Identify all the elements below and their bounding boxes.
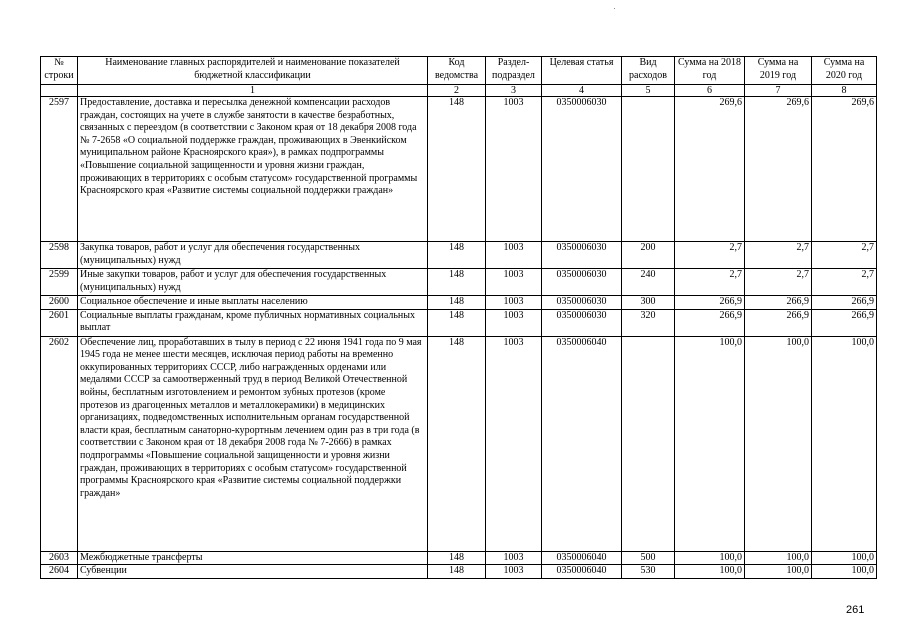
- row-sum-2019: 269,6: [745, 97, 812, 242]
- row-dept-code: 148: [428, 336, 486, 551]
- row-expense-type: 200: [622, 242, 675, 269]
- row-sum-2018: 269,6: [675, 97, 745, 242]
- row-sum-2020: 2,7: [812, 242, 877, 269]
- row-sum-2020: 100,0: [812, 336, 877, 551]
- column-number: 5: [622, 85, 675, 97]
- table-row: [41, 565, 877, 579]
- row-expense-type: 300: [622, 296, 675, 310]
- row-sum-2019: 266,9: [745, 296, 812, 310]
- row-sum-2018: 100,0: [675, 565, 745, 579]
- header-type: Вид расходов: [622, 57, 675, 85]
- header-row-no: № строки: [41, 57, 78, 85]
- row-target: 0350006040: [542, 336, 622, 551]
- column-number: 1: [78, 85, 428, 97]
- row-description: Субвенции: [78, 565, 428, 579]
- row-section: 1003: [486, 296, 542, 310]
- header-dept: Код ведомства: [428, 57, 486, 85]
- row-dept-code: 148: [428, 242, 486, 269]
- column-number: 4: [542, 85, 622, 97]
- row-sum-2020: 100,0: [812, 565, 877, 579]
- row-description: Обеспечение лиц, проработавших в тылу в период с 22 июня 1941 года по 9 мая 1945 года не менее шести месяцев, исключая период работы на временно оккупированных территориях СССР, либо награжденных орденами или медалями СССР за самоотверженный труд в период Великой Отечественной войны, бесплатным изготовлением и ремонтом зубных протезов (кроме протезов из драгоценных металлов и металлокерамики) в медицинских организациях, подведомственных исполнительным органам государственной власти края, бесплатным санаторно-курортным лечением один раз в три года (в соответствии с Законом края от 18 декабря 2008 года № 7-2666) в рамках подпрограммы «Повышение социальной защищенности и уровня жизни граждан, проживающих в территориях с особым статусом» государственной программы Красноярского края «Развитие системы социальной поддержки граждан»: [78, 336, 428, 551]
- row-expense-type: [622, 97, 675, 242]
- row-section: 1003: [486, 336, 542, 551]
- row-dept-code: 148: [428, 565, 486, 579]
- row-section: 1003: [486, 551, 542, 565]
- row-number: 2598: [41, 242, 78, 269]
- row-description: Межбюджетные трансферты: [78, 551, 428, 565]
- row-dept-code: 148: [428, 97, 486, 242]
- row-number: 2603: [41, 551, 78, 565]
- row-target: 0350006030: [542, 309, 622, 336]
- header-name: Наименование главных распорядителей и наименование показателей бюджетной классификации: [78, 57, 428, 85]
- table-row: [41, 242, 877, 269]
- header-target: Целевая статья: [542, 57, 622, 85]
- row-sum-2019: 2,7: [745, 269, 812, 296]
- row-target: 0350006030: [542, 296, 622, 310]
- row-sum-2020: 100,0: [812, 551, 877, 565]
- row-sum-2020: 2,7: [812, 269, 877, 296]
- row-expense-type: 500: [622, 551, 675, 565]
- row-number: 2601: [41, 309, 78, 336]
- row-sum-2019: 2,7: [745, 242, 812, 269]
- row-sum-2019: 100,0: [745, 551, 812, 565]
- column-number-row: [41, 85, 877, 97]
- table-row: [41, 309, 877, 336]
- row-number: 2600: [41, 296, 78, 310]
- row-sum-2018: 266,9: [675, 296, 745, 310]
- row-sum-2020: 266,9: [812, 296, 877, 310]
- column-number: 7: [745, 85, 812, 97]
- row-target: 0350006030: [542, 97, 622, 242]
- row-section: 1003: [486, 309, 542, 336]
- row-sum-2019: 266,9: [745, 309, 812, 336]
- row-dept-code: 148: [428, 296, 486, 310]
- row-sum-2020: 266,9: [812, 309, 877, 336]
- row-number: 2599: [41, 269, 78, 296]
- table-row: [41, 269, 877, 296]
- row-section: 1003: [486, 269, 542, 296]
- row-number: 2597: [41, 97, 78, 242]
- row-target: 0350006030: [542, 242, 622, 269]
- row-dept-code: 148: [428, 551, 486, 565]
- header-section: Раздел-подраздел: [486, 57, 542, 85]
- row-sum-2018: 266,9: [675, 309, 745, 336]
- row-description: Предоставление, доставка и пересылка денежной компенсации расходов граждан, состоящих на учете в службе занятости в качестве безработных, связанных с переездом (в соответствии с Законом края от 18 декабря 2008 года № 7-2658 «О социальной поддержке граждан, проживающих в Эвенкийском муниципальном районе Красноярского края»), в рамках подпрограммы «Повышение социальной защищенности и уровня жизни граждан, проживающих в территориях с особым статусом» государственной программы Красноярского края «Развитие системы социальной поддержки граждан»: [78, 97, 428, 242]
- row-sum-2018: 2,7: [675, 269, 745, 296]
- row-sum-2019: 100,0: [745, 336, 812, 551]
- row-expense-type: 530: [622, 565, 675, 579]
- row-sum-2018: 100,0: [675, 551, 745, 565]
- page-number: 261: [846, 604, 865, 616]
- header-sum-2020: Сумма на 2020 год: [812, 57, 877, 85]
- row-target: 0350006040: [542, 565, 622, 579]
- scan-speck: [614, 8, 615, 9]
- header-sum-2019: Сумма на 2019 год: [745, 57, 812, 85]
- row-description: Социальные выплаты гражданам, кроме публичных нормативных социальных выплат: [78, 309, 428, 336]
- table-row: [41, 97, 877, 242]
- row-section: 1003: [486, 565, 542, 579]
- row-dept-code: 148: [428, 269, 486, 296]
- table-row: [41, 551, 877, 565]
- column-number: 6: [675, 85, 745, 97]
- column-number: 2: [428, 85, 486, 97]
- table-row: [41, 336, 877, 551]
- row-sum-2020: 269,6: [812, 97, 877, 242]
- row-section: 1003: [486, 97, 542, 242]
- column-number: 8: [812, 85, 877, 97]
- table-row: [41, 296, 877, 310]
- row-section: 1003: [486, 242, 542, 269]
- table-header: [41, 57, 877, 85]
- row-sum-2019: 100,0: [745, 565, 812, 579]
- row-description: Социальное обеспечение и иные выплаты населению: [78, 296, 428, 310]
- header-sum-2018: Сумма на 2018 год: [675, 57, 745, 85]
- row-description: Закупка товаров, работ и услуг для обеспечения государственных (муниципальных) нужд: [78, 242, 428, 269]
- row-number: 2602: [41, 336, 78, 551]
- column-number: [41, 85, 78, 97]
- row-expense-type: 240: [622, 269, 675, 296]
- row-target: 0350006030: [542, 269, 622, 296]
- row-sum-2018: 2,7: [675, 242, 745, 269]
- row-number: 2604: [41, 565, 78, 579]
- row-dept-code: 148: [428, 309, 486, 336]
- row-sum-2018: 100,0: [675, 336, 745, 551]
- budget-table: [40, 56, 877, 579]
- row-target: 0350006040: [542, 551, 622, 565]
- row-expense-type: 320: [622, 309, 675, 336]
- row-expense-type: [622, 336, 675, 551]
- row-description: Иные закупки товаров, работ и услуг для обеспечения государственных (муниципальных) нужд: [78, 269, 428, 296]
- column-number: 3: [486, 85, 542, 97]
